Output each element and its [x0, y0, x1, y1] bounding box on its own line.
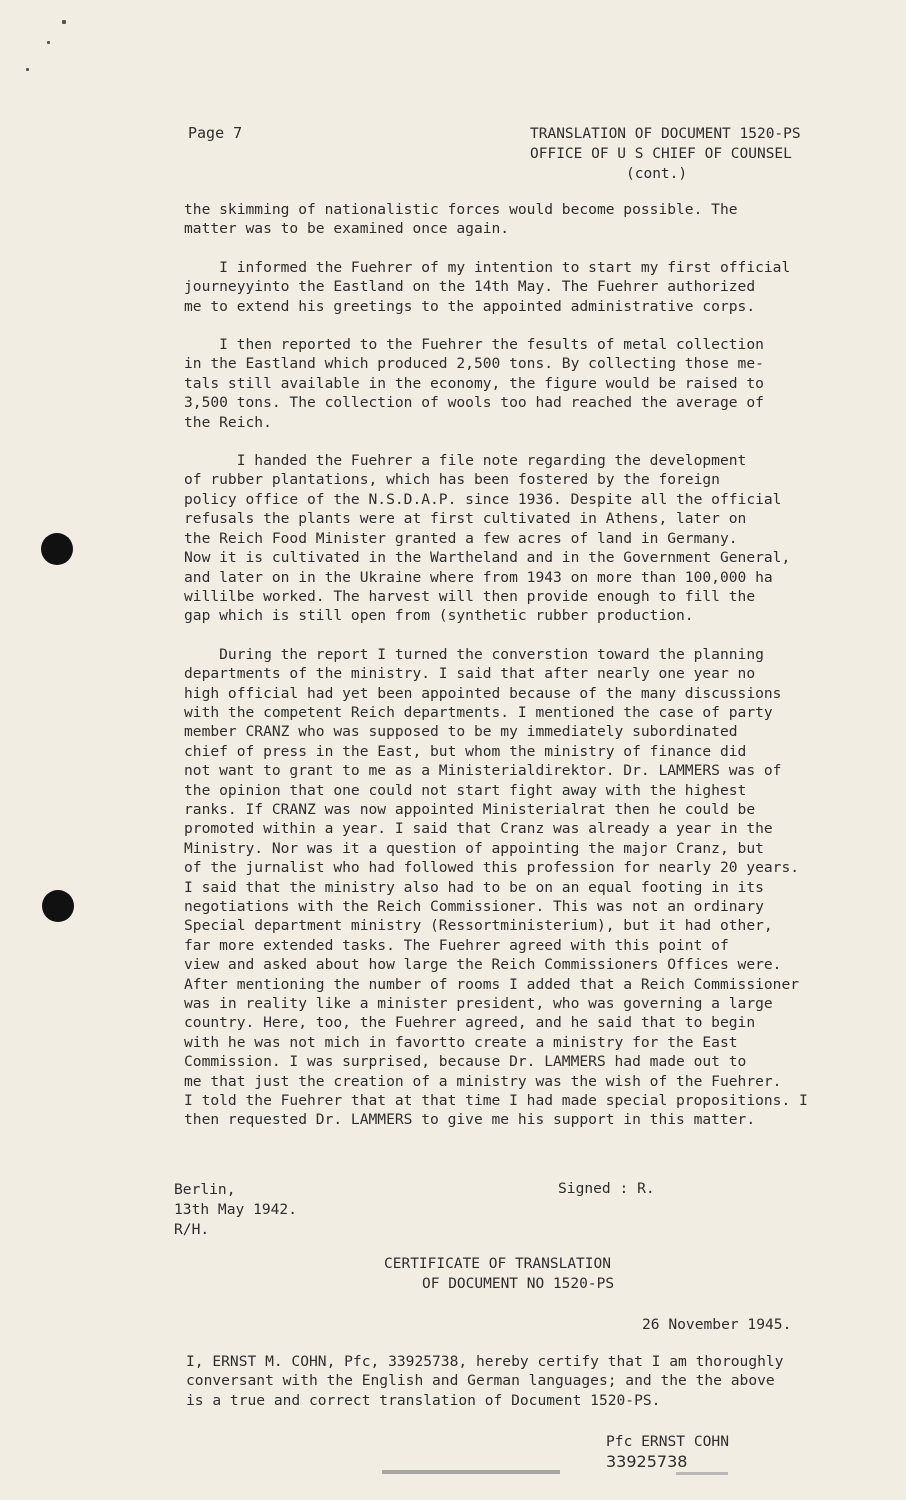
document-body — [184, 200, 874, 1149]
paragraph-4 — [184, 451, 874, 626]
text-line: me to extend his greetings to the appointed administrative corps. — [184, 297, 756, 315]
certificate-date: 26 November 1945. — [642, 1316, 792, 1333]
text-line: matter was to be examined once again. — [184, 220, 510, 238]
text-line: I, ERNST M. COHN, Pfc, 33925738, hereby certify that I am thoroughly — [186, 1353, 784, 1370]
certificate-title-line: CERTIFICATE OF TRANSLATION — [384, 1256, 611, 1272]
signed-line: Signed : R. — [558, 1180, 655, 1197]
text-line: Ministry. Nor was it a question of appointing the major Cranz, but — [184, 839, 764, 857]
paper-mark — [47, 41, 50, 44]
certificate-title-line: OF DOCUMENT NO 1520-PS — [422, 1276, 615, 1292]
text-line: I informed the Fuehrer of my intention to start my first official — [184, 258, 791, 276]
translator-number: 33925738 — [606, 1452, 688, 1471]
text-line: was in reality like a minister president, who was governing a large — [184, 995, 773, 1013]
text-line: gap which is still open from (synthetic rubber production. — [184, 607, 694, 625]
ink-smudge — [676, 1472, 728, 1475]
text-line: departments of the ministry. I said that after nearly one year no — [184, 665, 756, 683]
translator-signature — [606, 1432, 729, 1472]
text-line: high official had yet been appointed because of the many discussions — [184, 684, 782, 702]
text-line: willilbe worked. The harvest will then provide enough to fill the — [184, 587, 756, 605]
text-line: Commission. I was surprised, because Dr. LAMMERS had made out to — [184, 1053, 747, 1071]
signature-initials: R/H. — [174, 1221, 210, 1238]
text-line: the skimming of nationalistic forces would become possible. The — [184, 201, 738, 218]
text-line: with the competent Reich departments. I mentioned the case of party — [184, 703, 773, 721]
punch-hole — [42, 890, 74, 922]
document-header — [530, 124, 801, 184]
text-line: the Reich. — [184, 413, 272, 431]
text-line: 3,500 tons. The collection of wools too had reached the average of — [184, 394, 764, 412]
text-line: tals still available in the economy, the figure would be raised to — [184, 374, 764, 392]
text-line: I handed the Fuehrer a file note regarding the development — [184, 452, 747, 470]
text-line: far more extended tasks. The Fuehrer agreed with this point of — [184, 936, 729, 954]
text-line: After mentioning the number of rooms I added that a Reich Commissioner — [184, 975, 800, 993]
header-office: OFFICE OF U S CHIEF OF COUNSEL — [530, 146, 792, 162]
text-line: is a true and correct translation of Document 1520-PS. — [186, 1391, 661, 1409]
page-number: Page 7 — [188, 124, 243, 142]
text-line: chief of press in the East, but whom the ministry of finance did — [184, 742, 747, 760]
certificate-text — [186, 1352, 783, 1410]
text-line: me that just the creation of a ministry was the wish of the Fuehrer. — [184, 1072, 782, 1090]
text-line: the opinion that one could not start fight away with the highest — [184, 781, 747, 799]
signature-date: 13th May 1942. — [174, 1201, 298, 1218]
header-title: TRANSLATION OF DOCUMENT 1520-PS — [530, 126, 801, 142]
text-line: During the report I turned the converstion toward the planning — [184, 645, 764, 663]
paragraph-2 — [184, 258, 874, 316]
text-line: in the Eastland which produced 2,500 tons. By collecting those me- — [184, 355, 764, 373]
signature-place: Berlin, — [174, 1181, 236, 1198]
text-line: I told the Fuehrer that at that time I had made special propositions. I — [184, 1092, 808, 1110]
ink-smudge — [382, 1470, 560, 1474]
certificate-title — [384, 1254, 614, 1294]
text-line: not want to grant to me as a Ministerialdirektor. Dr. LAMMERS was of — [184, 762, 782, 780]
translator-name: Pfc ERNST COHN — [606, 1433, 730, 1450]
text-line: Now it is cultivated in the Wartheland and in the Government General, — [184, 549, 791, 567]
text-line: policy office of the N.S.D.A.P. since 1936. Despite all the official — [184, 490, 782, 508]
paragraph-3 — [184, 335, 874, 432]
text-line: conversant with the English and German languages; and the the above — [186, 1372, 775, 1390]
text-line: the Reich Food Minister granted a few acres of land in Germany. — [184, 529, 738, 547]
text-line: country. Here, too, the Fuehrer agreed, and he said that to begin — [184, 1014, 756, 1032]
text-line: Special department ministry (Ressortministerium), but it had other, — [184, 917, 773, 935]
paper-mark — [62, 20, 66, 24]
text-line: with he was not mich in favortto create a ministry for the East — [184, 1033, 738, 1051]
paragraph-1 — [184, 200, 874, 239]
text-line: ranks. If CRANZ was now appointed Ministerialrat then he could be — [184, 800, 756, 818]
paper-mark — [26, 68, 29, 71]
text-line: promoted within a year. I said that Cranz was already a year in the — [184, 820, 773, 838]
text-line: view and asked about how large the Reich Commissioners Offices were. — [184, 956, 782, 974]
text-line: I then reported to the Fuehrer the fesults of metal collection — [184, 336, 764, 354]
text-line: member CRANZ who was supposed to be my immediately subordinated — [184, 723, 738, 741]
paragraph-5 — [184, 645, 874, 1130]
text-line: I said that the ministry also had to be on an equal footing in its — [184, 878, 764, 896]
signature-block — [174, 1180, 297, 1240]
text-line: and later on in the Ukraine where from 1943 on more than 100,000 ha — [184, 568, 773, 586]
text-line: then requested Dr. LAMMERS to give me his support in this matter. — [184, 1111, 756, 1129]
header-continued: (cont.) — [626, 166, 688, 182]
text-line: of the jurnalist who had followed this profession for nearly 20 years. — [184, 859, 800, 877]
punch-hole — [41, 533, 73, 565]
text-line: refusals the plants were at first cultivated in Athens, later on — [184, 510, 747, 528]
text-line: negotiations with the Reich Commissioner. This was not an ordinary — [184, 898, 764, 915]
text-line: of rubber plantations, which has been fostered by the foreign — [184, 471, 720, 489]
text-line: journeyyinto the Eastland on the 14th May. The Fuehrer authorized — [184, 278, 756, 296]
